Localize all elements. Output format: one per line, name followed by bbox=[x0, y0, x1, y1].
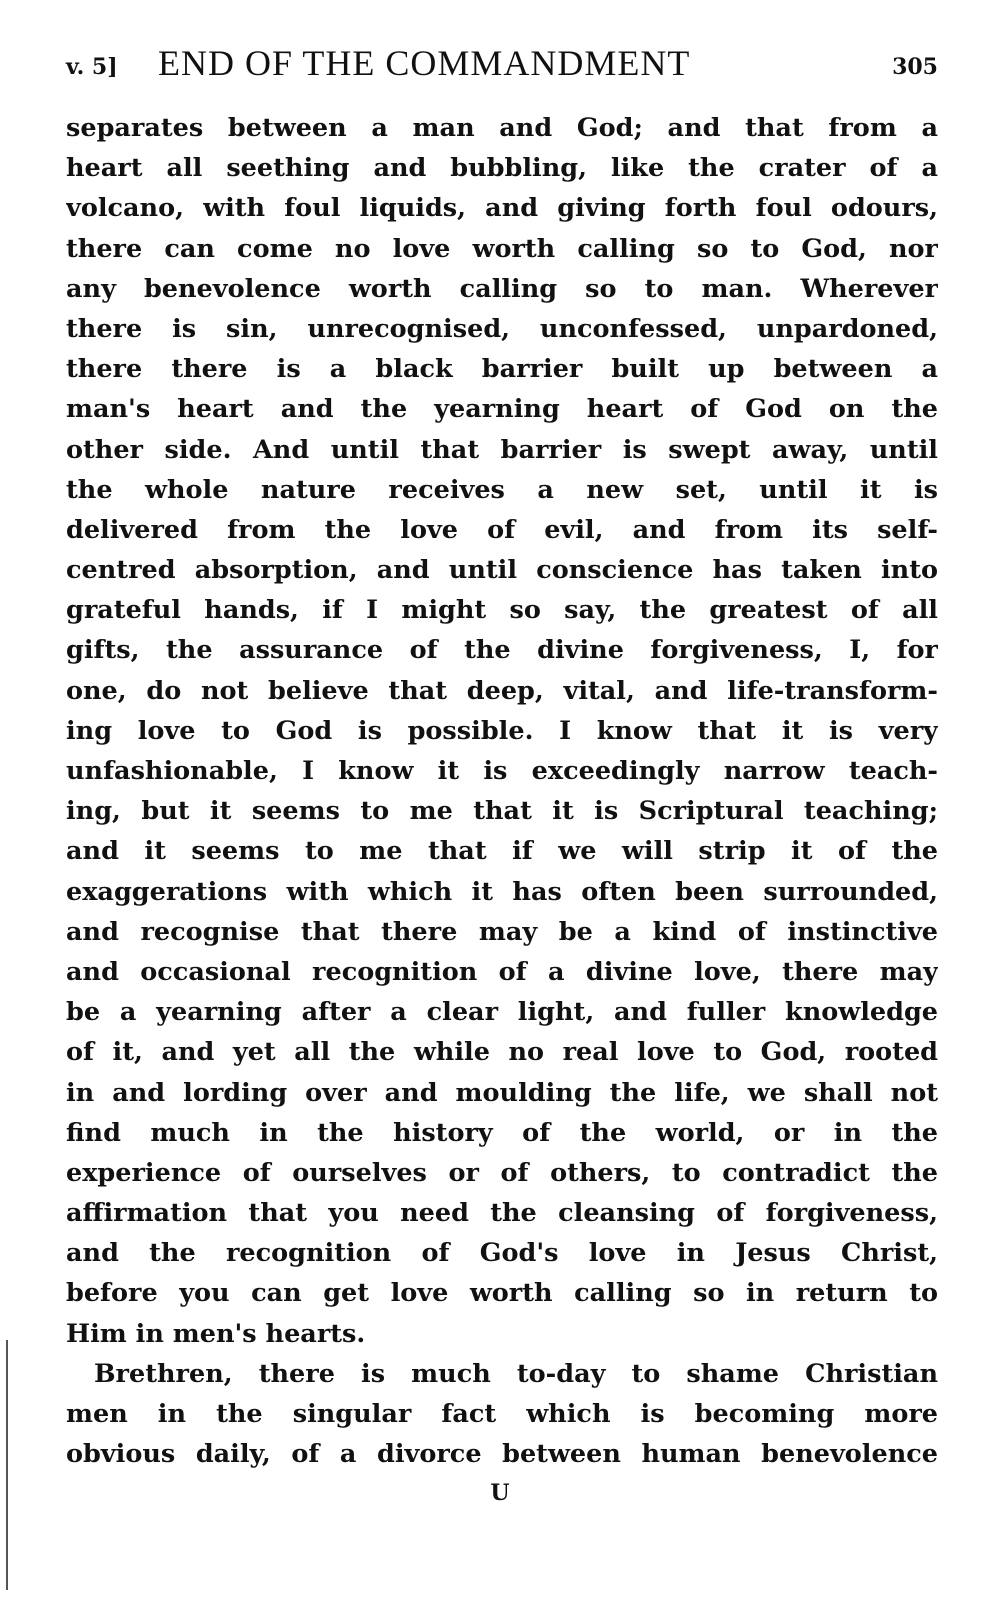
page-number: 305 bbox=[892, 54, 938, 80]
running-header bbox=[66, 36, 938, 86]
text-line: the whole nature receives a new set, until it is bbox=[66, 474, 938, 505]
verse-reference: v. 5] bbox=[66, 54, 118, 80]
text-line: obvious daily, of a divorce between human benevolence bbox=[66, 1439, 938, 1470]
text-line: and occasional recognition of a divine love, there may bbox=[66, 956, 938, 987]
text-line: and it seems to me that if we will strip it of the bbox=[66, 836, 938, 867]
text-line: gifts, the assurance of the divine forgiveness, I, for bbox=[66, 635, 938, 666]
text-line: centred absorption, and until conscience has taken into bbox=[66, 555, 938, 586]
text-line: before you can get love worth calling so in return to bbox=[66, 1278, 938, 1309]
text-line: there can come no love worth calling so to God, nor bbox=[66, 233, 938, 264]
text-line: grateful hands, if I might so say, the greatest of all bbox=[66, 595, 938, 626]
text-line: affirmation that you need the cleansing of forgiveness, bbox=[66, 1198, 938, 1229]
running-title: END OF THE COMMANDMENT bbox=[158, 43, 691, 83]
text-line: there is sin, unrecognised, unconfessed, unpardoned, bbox=[66, 313, 938, 344]
text-line: ing love to God is possible. I know that it is very bbox=[66, 715, 938, 746]
text-line: heart all seething and bubbling, like the crater of a bbox=[66, 153, 938, 184]
text-line: and the recognition of God's love in Jesus Christ, bbox=[66, 1238, 938, 1269]
text-line: be a yearning after a clear light, and fuller knowledge bbox=[66, 997, 938, 1028]
text-line: exaggerations with which it has often been surrounded, bbox=[66, 876, 938, 907]
text-line: volcano, with foul liquids, and giving forth foul odours, bbox=[66, 193, 938, 224]
text-line: ing, but it seems to me that it is Scriptural teaching; bbox=[66, 796, 938, 827]
text-line: man's heart and the yearning heart of God on the bbox=[66, 394, 938, 425]
text-line: find much in the history of the world, or in the bbox=[66, 1117, 938, 1148]
body-text bbox=[66, 108, 938, 1474]
text-line: separates between a man and God; and that from a bbox=[66, 113, 938, 143]
text-line: in and lording over and moulding the life, we shall not bbox=[66, 1077, 938, 1108]
paragraph-end-line: Him in men's hearts. bbox=[66, 1318, 366, 1349]
text-line: other side. And until that barrier is swept away, until bbox=[66, 434, 938, 465]
text-line: delivered from the love of evil, and from its self- bbox=[66, 514, 938, 545]
text-line: unfashionable, I know it is exceedingly narrow teach- bbox=[66, 756, 938, 786]
page-edge-rule bbox=[6, 1340, 8, 1590]
text-line: there there is a black barrier built up between a bbox=[66, 354, 938, 385]
text-line: men in the singular fact which is becoming more bbox=[66, 1399, 938, 1429]
text-line: any benevolence worth calling so to man. Wherever bbox=[66, 273, 938, 304]
signature-mark: U bbox=[490, 1480, 510, 1506]
text-line: experience of ourselves or of others, to contradict the bbox=[66, 1157, 938, 1188]
text-line: and recognise that there may be a kind of instinctive bbox=[66, 916, 938, 947]
paragraph-start-line: Brethren, there is much to-day to shame Christian bbox=[94, 1358, 938, 1389]
text-line: of it, and yet all the while no real love to God, rooted bbox=[66, 1037, 938, 1068]
text-line: one, do not believe that deep, vital, and life-transform- bbox=[66, 675, 938, 706]
